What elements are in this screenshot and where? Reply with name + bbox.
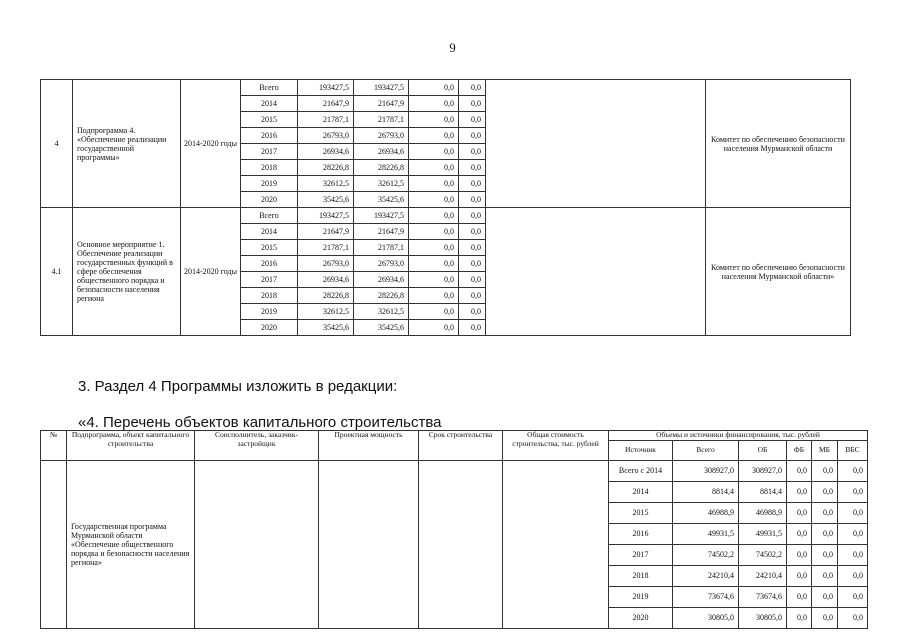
vbs-cell: 0,0 <box>838 544 868 565</box>
value-cell: 0,0 <box>409 256 459 272</box>
total-cell: 21647,9 <box>298 224 354 240</box>
value-cell: 0,0 <box>409 160 459 176</box>
value-cell: 0,0 <box>409 304 459 320</box>
ob-cell: 26934,6 <box>354 144 409 160</box>
ob-cell: 26793,0 <box>354 128 409 144</box>
mb-cell: 0,0 <box>812 544 838 565</box>
ob-cell: 26793,0 <box>354 256 409 272</box>
ob-cell: 46988,9 <box>739 502 787 523</box>
total-cell: 28226,8 <box>298 160 354 176</box>
year-cell: 2020 <box>241 192 298 208</box>
fb-cell: 0,0 <box>787 544 812 565</box>
value-cell: 0,0 <box>409 240 459 256</box>
value-cell: 0,0 <box>409 128 459 144</box>
year-cell: 2015 <box>241 112 298 128</box>
section-instruction: 3. Раздел 4 Программы изложить в редакции: <box>78 378 398 395</box>
year-cell: 2018 <box>241 288 298 304</box>
total-cell: 308927,0 <box>673 460 739 481</box>
ob-cell: 21787,1 <box>354 240 409 256</box>
source-cell: 2015 <box>609 502 673 523</box>
ob-cell: 28226,8 <box>354 288 409 304</box>
mb-cell: 0,0 <box>812 460 838 481</box>
mb-cell: 0,0 <box>812 481 838 502</box>
value-cell: 0,0 <box>459 304 486 320</box>
header-cost: Общая стоимость строительства, тыс. рублей <box>503 431 609 461</box>
year-cell: 2016 <box>241 128 298 144</box>
responsible-executor: Комитет по обеспечению безопасности населения Мурманской области» <box>706 208 851 336</box>
ob-cell: 32612,5 <box>354 304 409 320</box>
total-cell: 26793,0 <box>298 256 354 272</box>
value-cell: 0,0 <box>409 272 459 288</box>
value-cell: 0,0 <box>409 208 459 224</box>
value-cell: 0,0 <box>409 224 459 240</box>
year-cell: 2019 <box>241 304 298 320</box>
ob-cell: 30805,0 <box>739 607 787 628</box>
ob-cell: 21647,9 <box>354 96 409 112</box>
empty-cell <box>41 460 67 628</box>
program-years: 2014-2020 годы <box>181 208 241 336</box>
total-cell: 26793,0 <box>298 128 354 144</box>
year-cell: Всего <box>241 208 298 224</box>
program-number: 4 <box>41 80 73 208</box>
header-coexecutor: Соисполнитель, заказчик-застройщик <box>195 431 319 461</box>
header-total: Всего <box>673 440 739 460</box>
total-cell: 74502,2 <box>673 544 739 565</box>
vbs-cell: 0,0 <box>838 565 868 586</box>
vbs-cell: 0,0 <box>838 523 868 544</box>
total-cell: 26934,6 <box>298 144 354 160</box>
year-cell: 2017 <box>241 272 298 288</box>
year-cell: 2019 <box>241 176 298 192</box>
header-mb: МБ <box>812 440 838 460</box>
header-capacity: Проектная мощность <box>319 431 419 461</box>
value-cell: 0,0 <box>459 256 486 272</box>
total-cell: 193427,5 <box>298 80 354 96</box>
value-cell: 0,0 <box>459 240 486 256</box>
value-cell: 0,0 <box>459 128 486 144</box>
source-cell: 2018 <box>609 565 673 586</box>
vbs-cell: 0,0 <box>838 586 868 607</box>
page-number: 9 <box>449 40 456 55</box>
value-cell: 0,0 <box>409 320 459 336</box>
year-cell: Всего <box>241 80 298 96</box>
program-name: Государственная программа Мурманской области «Обеспечение общественного порядка и безопасности населения региона» <box>67 460 195 628</box>
fb-cell: 0,0 <box>787 586 812 607</box>
fb-cell: 0,0 <box>787 460 812 481</box>
fb-cell: 0,0 <box>787 523 812 544</box>
ob-cell: 21647,9 <box>354 224 409 240</box>
funding-table <box>40 79 851 336</box>
header-term: Срок строительства <box>419 431 503 461</box>
vbs-cell: 0,0 <box>838 481 868 502</box>
header-volumes: Объемы и источники финансирования, тыс. рублей <box>609 431 868 441</box>
mb-cell: 0,0 <box>812 502 838 523</box>
mb-cell: 0,0 <box>812 586 838 607</box>
value-cell: 0,0 <box>459 192 486 208</box>
value-cell: 0,0 <box>459 144 486 160</box>
ob-cell: 73674,6 <box>739 586 787 607</box>
source-cell: 2016 <box>609 523 673 544</box>
ob-cell: 35425,6 <box>354 192 409 208</box>
ob-cell: 49931,5 <box>739 523 787 544</box>
empty-cell <box>195 460 319 628</box>
program-number: 4.1 <box>41 208 73 336</box>
program-years: 2014-2020 годы <box>181 80 241 208</box>
ob-cell: 308927,0 <box>739 460 787 481</box>
mb-cell: 0,0 <box>812 565 838 586</box>
program-name: Основное мероприятие 1. Обеспечение реализации государственных функций в сфере обеспечения общественного порядка и безопасности населения региона <box>73 208 181 336</box>
year-cell: 2015 <box>241 240 298 256</box>
value-cell: 0,0 <box>409 144 459 160</box>
ob-cell: 193427,5 <box>354 80 409 96</box>
year-cell: 2014 <box>241 224 298 240</box>
total-cell: 35425,6 <box>298 320 354 336</box>
total-cell: 24210,4 <box>673 565 739 586</box>
value-cell: 0,0 <box>459 320 486 336</box>
program-name: Подпрограмма 4. «Обеспечение реализации государственной программы» <box>73 80 181 208</box>
value-cell: 0,0 <box>409 96 459 112</box>
value-cell: 0,0 <box>459 112 486 128</box>
total-cell: 35425,6 <box>298 192 354 208</box>
ob-cell: 24210,4 <box>739 565 787 586</box>
year-cell: 2016 <box>241 256 298 272</box>
empty-cell <box>419 460 503 628</box>
total-cell: 193427,5 <box>298 208 354 224</box>
value-cell: 0,0 <box>409 112 459 128</box>
empty-cell <box>486 208 706 336</box>
mb-cell: 0,0 <box>812 523 838 544</box>
year-cell: 2014 <box>241 96 298 112</box>
fb-cell: 0,0 <box>787 607 812 628</box>
year-cell: 2017 <box>241 144 298 160</box>
ob-cell: 32612,5 <box>354 176 409 192</box>
value-cell: 0,0 <box>459 224 486 240</box>
vbs-cell: 0,0 <box>838 607 868 628</box>
total-cell: 21647,9 <box>298 96 354 112</box>
year-cell: 2020 <box>241 320 298 336</box>
table-row <box>41 80 851 96</box>
value-cell: 0,0 <box>459 176 486 192</box>
header-ob: ОБ <box>739 440 787 460</box>
total-cell: 30805,0 <box>673 607 739 628</box>
vbs-cell: 0,0 <box>838 460 868 481</box>
value-cell: 0,0 <box>459 96 486 112</box>
source-cell: 2014 <box>609 481 673 502</box>
value-cell: 0,0 <box>459 80 486 96</box>
total-cell: 32612,5 <box>298 304 354 320</box>
fb-cell: 0,0 <box>787 502 812 523</box>
total-cell: 21787,1 <box>298 112 354 128</box>
total-cell: 28226,8 <box>298 288 354 304</box>
source-cell: 2019 <box>609 586 673 607</box>
total-cell: 32612,5 <box>298 176 354 192</box>
responsible-executor: Комитет по обеспечению безопасности населения Мурманской области <box>706 80 851 208</box>
source-cell: 2017 <box>609 544 673 565</box>
ob-cell: 28226,8 <box>354 160 409 176</box>
value-cell: 0,0 <box>459 208 486 224</box>
total-cell: 8814,4 <box>673 481 739 502</box>
empty-cell <box>486 80 706 208</box>
empty-cell <box>503 460 609 628</box>
total-cell: 26934,6 <box>298 272 354 288</box>
header-vbs: ВБС <box>838 440 868 460</box>
mb-cell: 0,0 <box>812 607 838 628</box>
header-source: Источник <box>609 440 673 460</box>
table-row <box>41 460 868 481</box>
ob-cell: 74502,2 <box>739 544 787 565</box>
value-cell: 0,0 <box>409 288 459 304</box>
year-cell: 2018 <box>241 160 298 176</box>
section-heading: «4. Перечень объектов капитального строительства <box>78 414 442 431</box>
value-cell: 0,0 <box>409 80 459 96</box>
value-cell: 0,0 <box>459 160 486 176</box>
value-cell: 0,0 <box>409 192 459 208</box>
header-name: Подпрограмма, объект капитального строительства <box>67 431 195 461</box>
fb-cell: 0,0 <box>787 481 812 502</box>
header-no: № <box>41 431 67 461</box>
ob-cell: 26934,6 <box>354 272 409 288</box>
total-cell: 49931,5 <box>673 523 739 544</box>
value-cell: 0,0 <box>459 272 486 288</box>
value-cell: 0,0 <box>459 288 486 304</box>
empty-cell <box>319 460 419 628</box>
source-cell: 2020 <box>609 607 673 628</box>
total-cell: 46988,9 <box>673 502 739 523</box>
header-fb: ФБ <box>787 440 812 460</box>
total-cell: 21787,1 <box>298 240 354 256</box>
value-cell: 0,0 <box>409 176 459 192</box>
table-row <box>41 208 851 224</box>
source-cell: Всего с 2014 <box>609 460 673 481</box>
ob-cell: 8814,4 <box>739 481 787 502</box>
vbs-cell: 0,0 <box>838 502 868 523</box>
capital-construction-table <box>40 430 868 629</box>
ob-cell: 193427,5 <box>354 208 409 224</box>
ob-cell: 21787,1 <box>354 112 409 128</box>
ob-cell: 35425,6 <box>354 320 409 336</box>
fb-cell: 0,0 <box>787 565 812 586</box>
total-cell: 73674,6 <box>673 586 739 607</box>
